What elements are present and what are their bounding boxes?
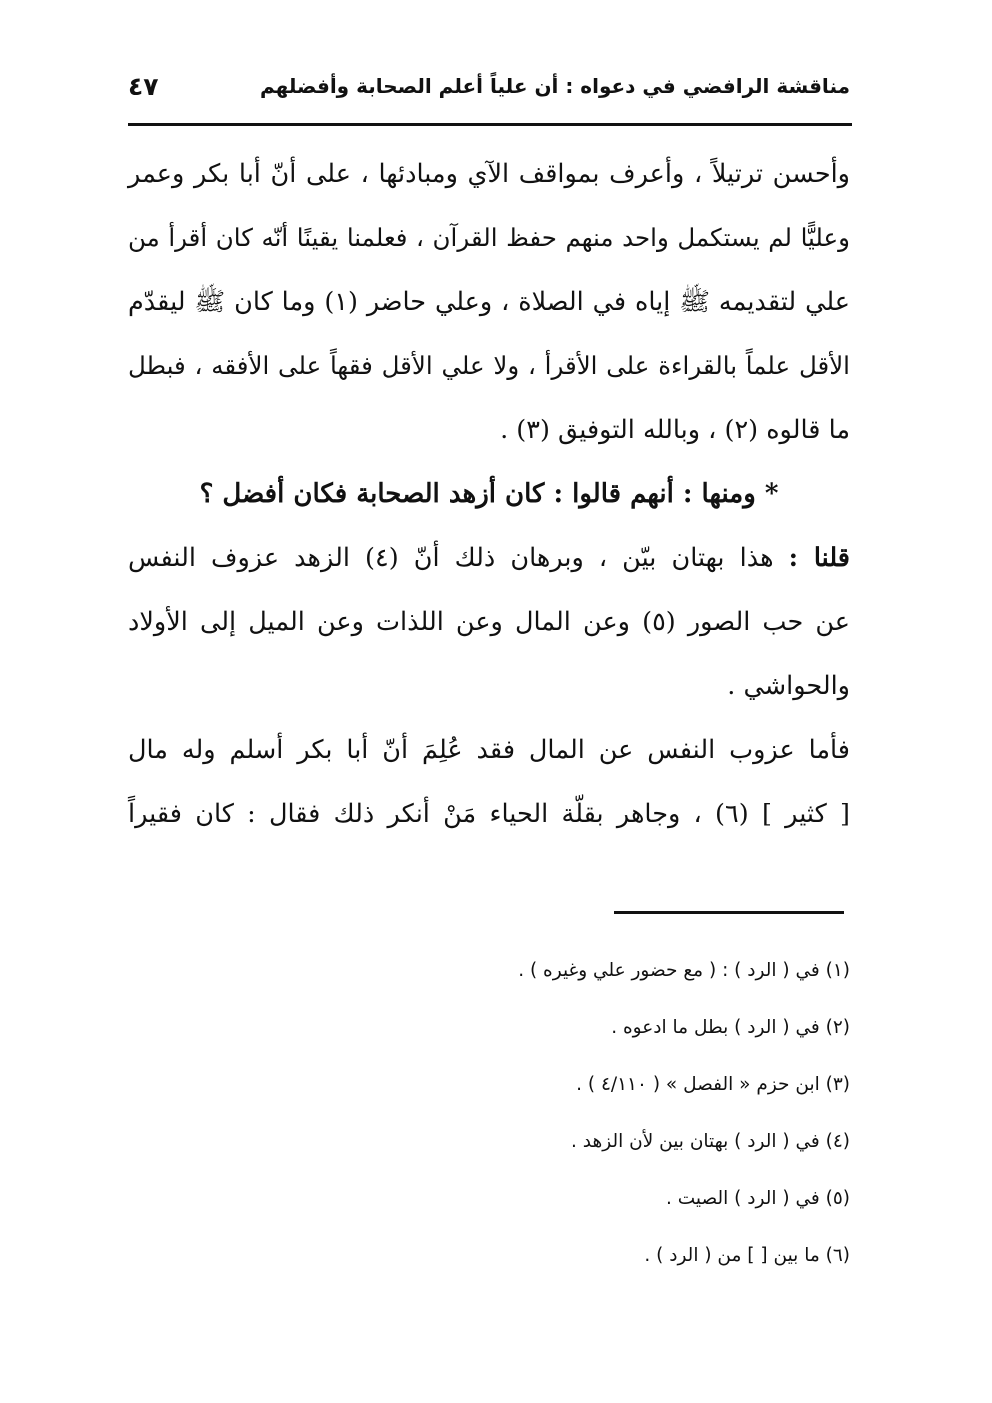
body-line: ما قالوه (٢) ، وبالله التوفيق (٣) .	[500, 415, 850, 445]
body-line: علي لتقديمه ﷺ إياه في الصلاة ، وعلي حاضر (١) وما كان ﷺ ليقدّم	[128, 287, 850, 317]
body-line: الأقل علماً بالقراءة على الأقرأ ، ولا علي الأقل فقهاً على الأفقه ، فبطل	[128, 351, 850, 380]
footnote: (٢) في ( الرد ) بطل ما ادعوه .	[611, 1017, 850, 1038]
paragraph-line: فأما عزوب النفس عن المال فقد عُلِمَ أنّ أبا بكر أسلم وله مال	[128, 735, 850, 765]
footnote: (٣) ابن حزم « الفصل » ( ٤/١١٠ ) .	[576, 1074, 850, 1095]
footnotes	[128, 942, 850, 1284]
reply-line: والحواشي .	[727, 671, 850, 701]
body-line: وعليًّا لم يستكمل واحد منهم حفظ القرآن ، فعلمنا يقينًا أنّه كان أقرأ من	[128, 223, 850, 252]
reply-line	[128, 526, 850, 590]
page-number: ٤٧	[128, 71, 159, 101]
running-title: مناقشة الرافضي في دعواه : أن علياً أعلم الصحابة وأفضلهم	[259, 74, 850, 98]
footnote-rule	[614, 911, 844, 914]
reply-text: هذا بهتان بيّن ، وبرهان ذلك أنّ (٤) الزهد عزوف النفس	[128, 543, 774, 573]
footnote: (٦) ما بين [ ] من ( الرد ) .	[644, 1245, 850, 1266]
reply-label: قلنا :	[788, 543, 850, 573]
body-text	[128, 142, 850, 846]
footnote: (١) في ( الرد ) : ( مع حضور علي وغيره ) .	[518, 960, 850, 981]
body-line: وأحسن ترتيلاً ، وأعرف بمواقف الآي ومبادئها ، على أنّ أبا بكر وعمر	[128, 159, 850, 189]
paragraph-line: [ كثير ] (٦) ، وجاهر بقلّة الحياء مَنْ أنكر ذلك فقال : كان فقيراً	[128, 799, 850, 829]
header-rule	[128, 123, 852, 126]
reply-line: عن حب الصور (٥) وعن المال وعن اللذات وعن الميل إلى الأولاد	[128, 607, 850, 637]
footnote: (٥) في ( الرد ) الصيت .	[665, 1188, 850, 1209]
footnote: (٤) في ( الرد ) بهتان بين لأن الزهد .	[571, 1131, 850, 1152]
running-header	[128, 64, 850, 108]
section-heading: * ومنها : أنهم قالوا : كان أزهد الصحابة فكان أفضل ؟	[199, 479, 779, 509]
